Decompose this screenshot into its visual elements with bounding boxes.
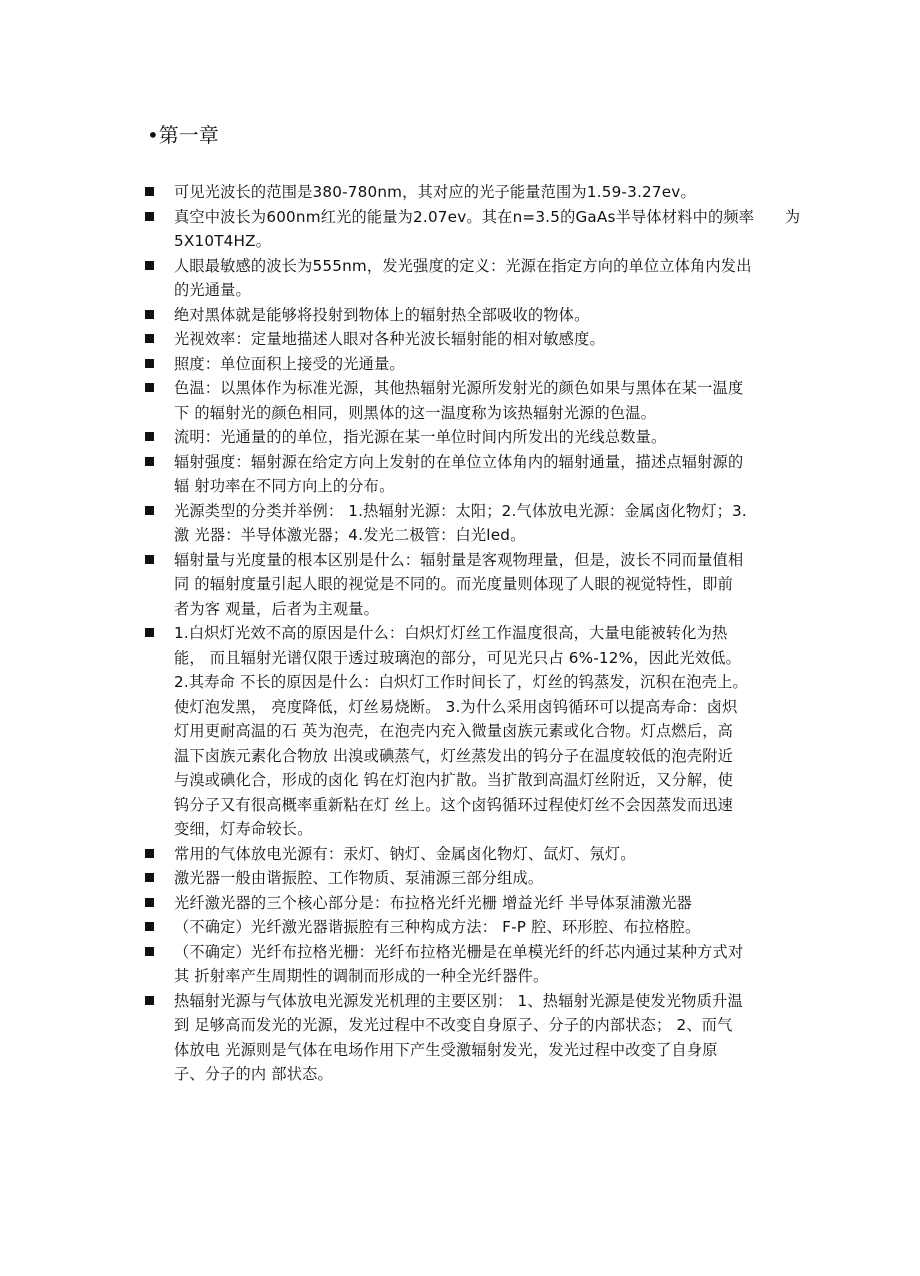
list-item — [143, 989, 803, 1087]
text-line: 的光通量。 — [174, 281, 251, 299]
text-line: 同 的辐射度量引起人眼的视觉是不同的。而光度量则体现了人眼的视觉特性，即前 — [174, 575, 733, 593]
text-line: 照度：单位面积上接受的光通量。 — [174, 354, 405, 373]
text-line: （不确定）光纤布拉格光栅：光纤布拉格光栅是在单模光纤的纤芯内通过某种方式对 — [174, 942, 744, 961]
square-bullet-icon — [145, 922, 154, 931]
list-item — [143, 327, 803, 352]
text-line: 光纤激光器的三个核心部分是：布拉格光纤光栅 增益光纤 半导体泵浦激光器 — [174, 893, 692, 912]
list-item — [143, 450, 803, 499]
text-line: 热辐射光源与气体放电光源发光机理的主要区别： 1、热辐射光源是使发光物质升温 — [174, 991, 743, 1010]
list-item — [143, 425, 803, 450]
list-item — [143, 548, 803, 622]
list-item — [143, 303, 803, 328]
bullet-list — [143, 180, 803, 1087]
text-line: 下 的辐射光的颜色相同，则黑体的这一温度称为该热辐射光源的色温。 — [174, 403, 657, 422]
text-line: 者为客 观量，后者为主观量。 — [174, 599, 380, 618]
square-bullet-icon — [145, 457, 154, 466]
chapter-heading: •第一章 — [147, 123, 219, 147]
text-line: 钨分子又有很高概率重新粘在灯 丝上。这个卤钨循环过程使灯丝不会因蒸发而迅速 — [174, 795, 733, 814]
list-item — [143, 499, 803, 548]
square-bullet-icon — [145, 310, 154, 319]
list-item — [143, 915, 803, 940]
list-item — [143, 254, 803, 303]
list-item — [143, 866, 803, 891]
text-line: 可见光波长的范围是380-780nm，其对应的光子能量范围为1.59-3.27ev。 — [174, 183, 696, 201]
list-item — [143, 352, 803, 377]
list-item — [143, 205, 803, 254]
list-item — [143, 621, 803, 842]
text-line: 与溴或碘化合，形成的卤化 钨在灯泡内扩散。当扩散到高温灯丝附近，又分解，使 — [174, 771, 733, 789]
square-bullet-icon — [145, 849, 154, 858]
square-bullet-icon — [145, 261, 154, 270]
square-bullet-icon — [145, 432, 154, 441]
text-line: 2.其寿命 不长的原因是什么：白炽灯工作时间长了，灯丝的钨蒸发，沉积在泡壳上。 — [174, 673, 748, 691]
square-bullet-icon — [145, 187, 154, 196]
square-bullet-icon — [145, 212, 154, 221]
square-bullet-icon — [145, 555, 154, 564]
text-line: 1.白炽灯光效不高的原因是什么：白炽灯灯丝工作温度很高，大量电能被转化为热 — [174, 624, 728, 642]
square-bullet-icon — [145, 947, 154, 956]
text-line: 色温：以黑体作为标准光源，其他热辐射光源所发射光的颜色如果与黑体在某一温度 — [174, 379, 744, 397]
square-bullet-icon — [145, 506, 154, 515]
square-bullet-icon — [145, 334, 154, 343]
text-line: （不确定）光纤激光器谐振腔有三种构成方法： F-P 腔、环形腔、布拉格腔。 — [174, 918, 701, 936]
text-line: 绝对黑体就是能够将投射到物体上的辐射热全部吸收的物体。 — [174, 305, 590, 324]
square-bullet-icon — [145, 628, 154, 637]
text-line: 灯用更耐高温的石 英为泡壳，在泡壳内充入微量卤族元素或化合物。灯点燃后，高 — [174, 722, 733, 740]
text-line: 常用的气体放电光源有：汞灯、钠灯、金属卤化物灯、氙灯、氖灯。 — [174, 844, 636, 863]
square-bullet-icon — [145, 359, 154, 368]
square-bullet-icon — [145, 383, 154, 392]
text-line: 5X10T4HZ。 — [174, 232, 272, 250]
text-line: 其 折射率产生周期性的调制而形成的一种全光纤器件。 — [174, 967, 549, 985]
text-line: 激 光器：半导体激光器；4.发光二极管：白光led。 — [174, 526, 526, 544]
square-bullet-icon — [145, 873, 154, 882]
text-line: 光源类型的分类并举例： 1.热辐射光源：太阳；2.气体放电光源：金属卤化物灯；3. — [174, 501, 747, 520]
text-line: 辐射强度：辐射源在给定方向上发射的在单位立体角内的辐射通量，描述点辐射源的 — [174, 452, 744, 471]
text-line: 真空中波长为600nm红光的能量为2.07ev。其在n=3.5的GaAs半导体材料中的频率 为 — [174, 207, 801, 226]
text-line: 辐射量与光度量的根本区别是什么：辐射量是客观物理量，但是，波长不同而量值相 — [174, 550, 744, 569]
text-line: 流明：光通量的的单位，指光源在某一单位时间内所发出的光线总数量。 — [174, 428, 667, 446]
text-line: 变细，灯寿命较长。 — [174, 820, 313, 838]
text-line: 使灯泡发黑， 亮度降低，灯丝易烧断。 3.为什么采用卤钨循环可以提高寿命：卤炽 — [174, 697, 738, 716]
text-line: 能， 而且辐射光谱仅限于透过玻璃泡的部分，可见光只占 6%-12%，因此光效低。 — [174, 648, 741, 667]
text-line: 辐 射功率在不同方向上的分布。 — [174, 477, 395, 495]
square-bullet-icon — [145, 996, 154, 1005]
list-item — [143, 376, 803, 425]
list-item — [143, 842, 803, 867]
list-item — [143, 940, 803, 989]
text-line: 激光器一般由谐振腔、工作物质、泵浦源三部分组成。 — [174, 869, 544, 887]
text-line: 体放电 光源则是气体在电场作用下产生受激辐射发光，发光过程中改变了自身原 — [174, 1040, 718, 1059]
text-line: 到 足够高而发光的光源，发光过程中不改变自身原子、分子的内部状态； 2、而气 — [174, 1016, 733, 1034]
list-item — [143, 180, 803, 205]
text-line: 人眼最敏感的波长为555nm，发光强度的定义：光源在指定方向的单位立体角内发出 — [174, 256, 752, 275]
text-line: 光视效率：定量地描述人眼对各种光波长辐射能的相对敏感度。 — [174, 330, 605, 348]
text-line: 温下卤族元素化合物放 出溴或碘蒸气，灯丝蒸发出的钨分子在温度较低的泡壳附近 — [174, 746, 733, 765]
list-item — [143, 891, 803, 916]
text-line: 子、分子的内 部状态。 — [174, 1065, 333, 1083]
square-bullet-icon — [145, 898, 154, 907]
